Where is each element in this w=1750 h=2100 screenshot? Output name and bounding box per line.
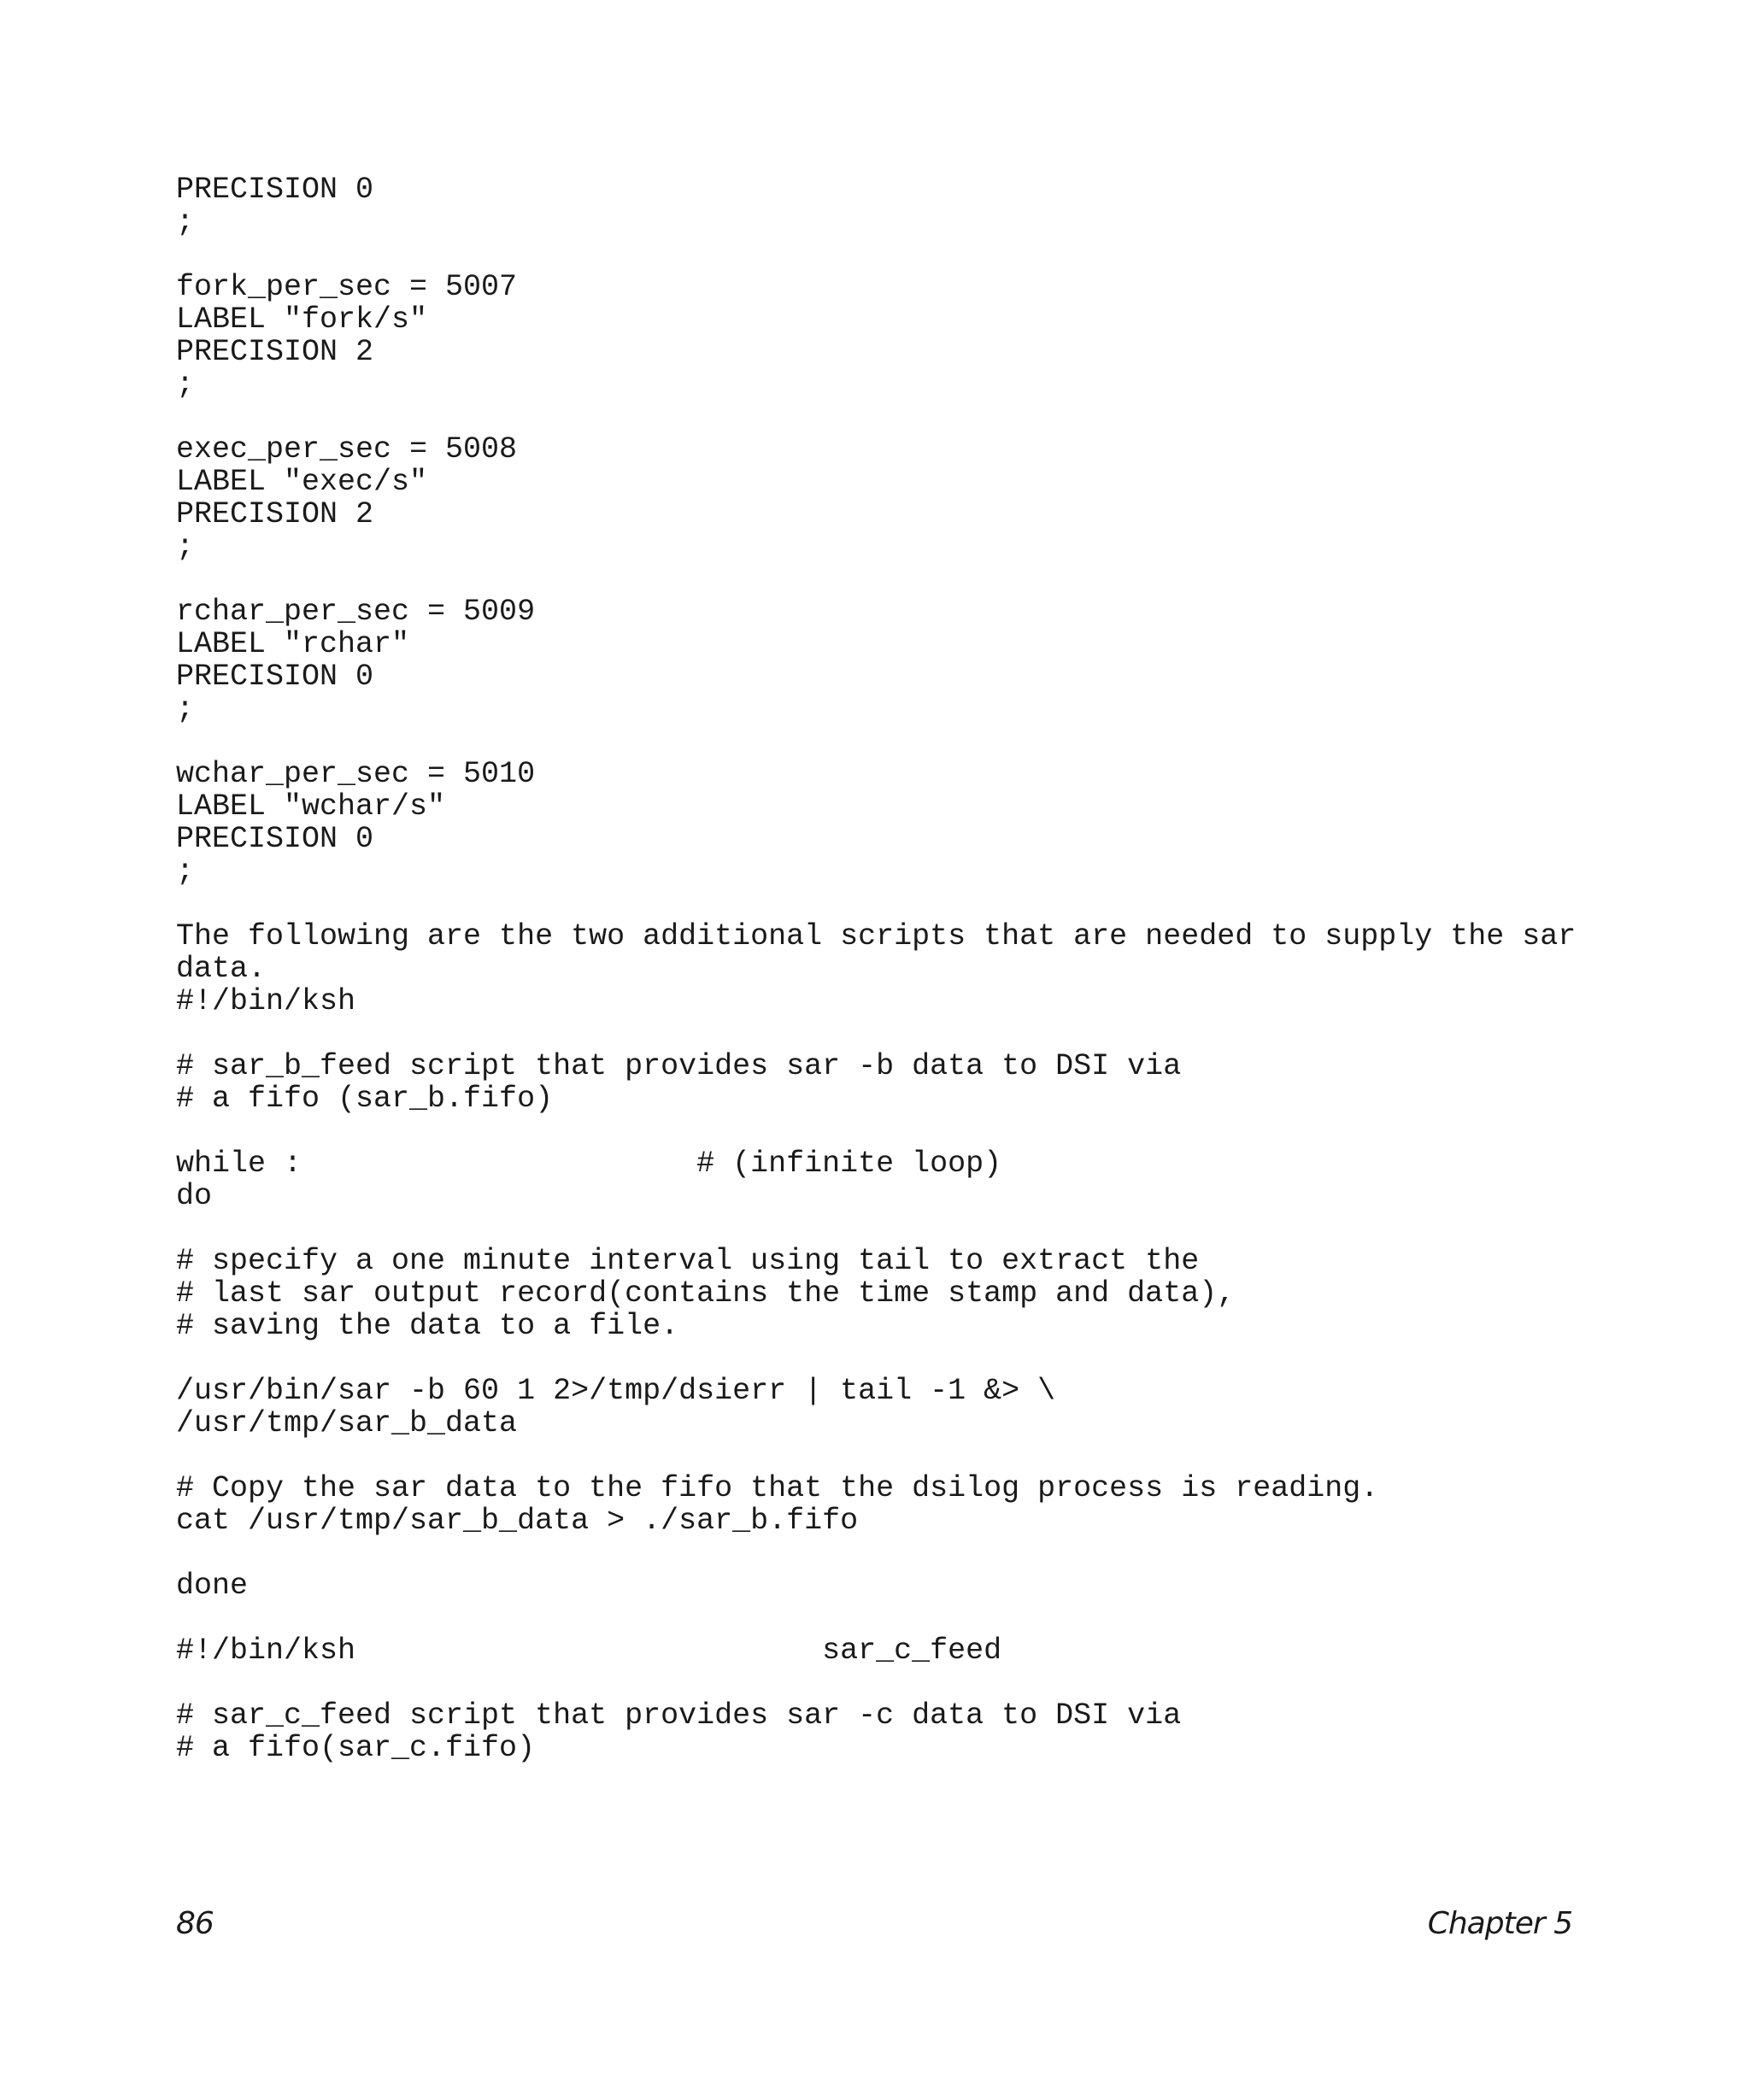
code-line: # a fifo (sar_b.fifo) [176, 1082, 554, 1116]
code-line: wchar_per_sec = 5010 [176, 757, 536, 791]
code-line: # a fifo(sar_c.fifo) [176, 1731, 536, 1765]
code-line: # last sar output record(contains the time stamp and data), [176, 1276, 1236, 1311]
code-line: ; [176, 205, 195, 239]
code-line: LABEL "exec/s" [176, 465, 428, 499]
code-line: # sar_b_feed script that provides sar -b data to DSI via [176, 1049, 1182, 1083]
code-line: #!/bin/ksh [176, 984, 356, 1018]
code-line: ; [176, 367, 195, 402]
code-line: # sar_c_feed script that provides sar -c data to DSI via [176, 1698, 1182, 1733]
code-line: do [176, 1179, 213, 1213]
code-line: exec_per_sec = 5008 [176, 432, 518, 466]
code-line: # Copy the sar data to the fifo that the dsilog process is reading. [176, 1471, 1379, 1505]
code-line: PRECISION 0 [176, 173, 374, 207]
chapter-label: Chapter 5 [1427, 1906, 1572, 1941]
code-line: ; [176, 854, 195, 889]
code-line: cat /usr/tmp/sar_b_data > ./sar_b.fifo [176, 1504, 859, 1538]
code-line: PRECISION 0 [176, 660, 374, 694]
code-line: rchar_per_sec = 5009 [176, 595, 536, 629]
code-line: fork_per_sec = 5007 [176, 270, 518, 304]
code-line: data. [176, 952, 267, 986]
code-line: PRECISION 0 [176, 822, 374, 856]
code-line: # saving the data to a file. [176, 1309, 679, 1343]
code-line: while : # (infinite loop) [176, 1147, 1002, 1181]
code-line: # specify a one minute interval using tail to extract the [176, 1244, 1200, 1278]
code-line: /usr/tmp/sar_b_data [176, 1406, 518, 1440]
code-line: #!/bin/ksh sar_c_feed [176, 1634, 1002, 1668]
code-line: ; [176, 530, 195, 564]
code-line: done [176, 1569, 249, 1603]
code-line: LABEL "wchar/s" [176, 789, 446, 824]
code-line: ; [176, 692, 195, 726]
page-number: 86 [176, 1906, 214, 1941]
code-line: PRECISION 2 [176, 335, 374, 369]
code-line: LABEL "rchar" [176, 627, 410, 661]
code-line: The following are the two additional scripts that are needed to supply the sar [176, 919, 1577, 953]
code-line: LABEL "fork/s" [176, 302, 428, 337]
code-line: /usr/bin/sar -b 60 1 2>/tmp/dsierr | tail -1 &> \ [176, 1374, 1056, 1408]
code-line: PRECISION 2 [176, 497, 374, 531]
